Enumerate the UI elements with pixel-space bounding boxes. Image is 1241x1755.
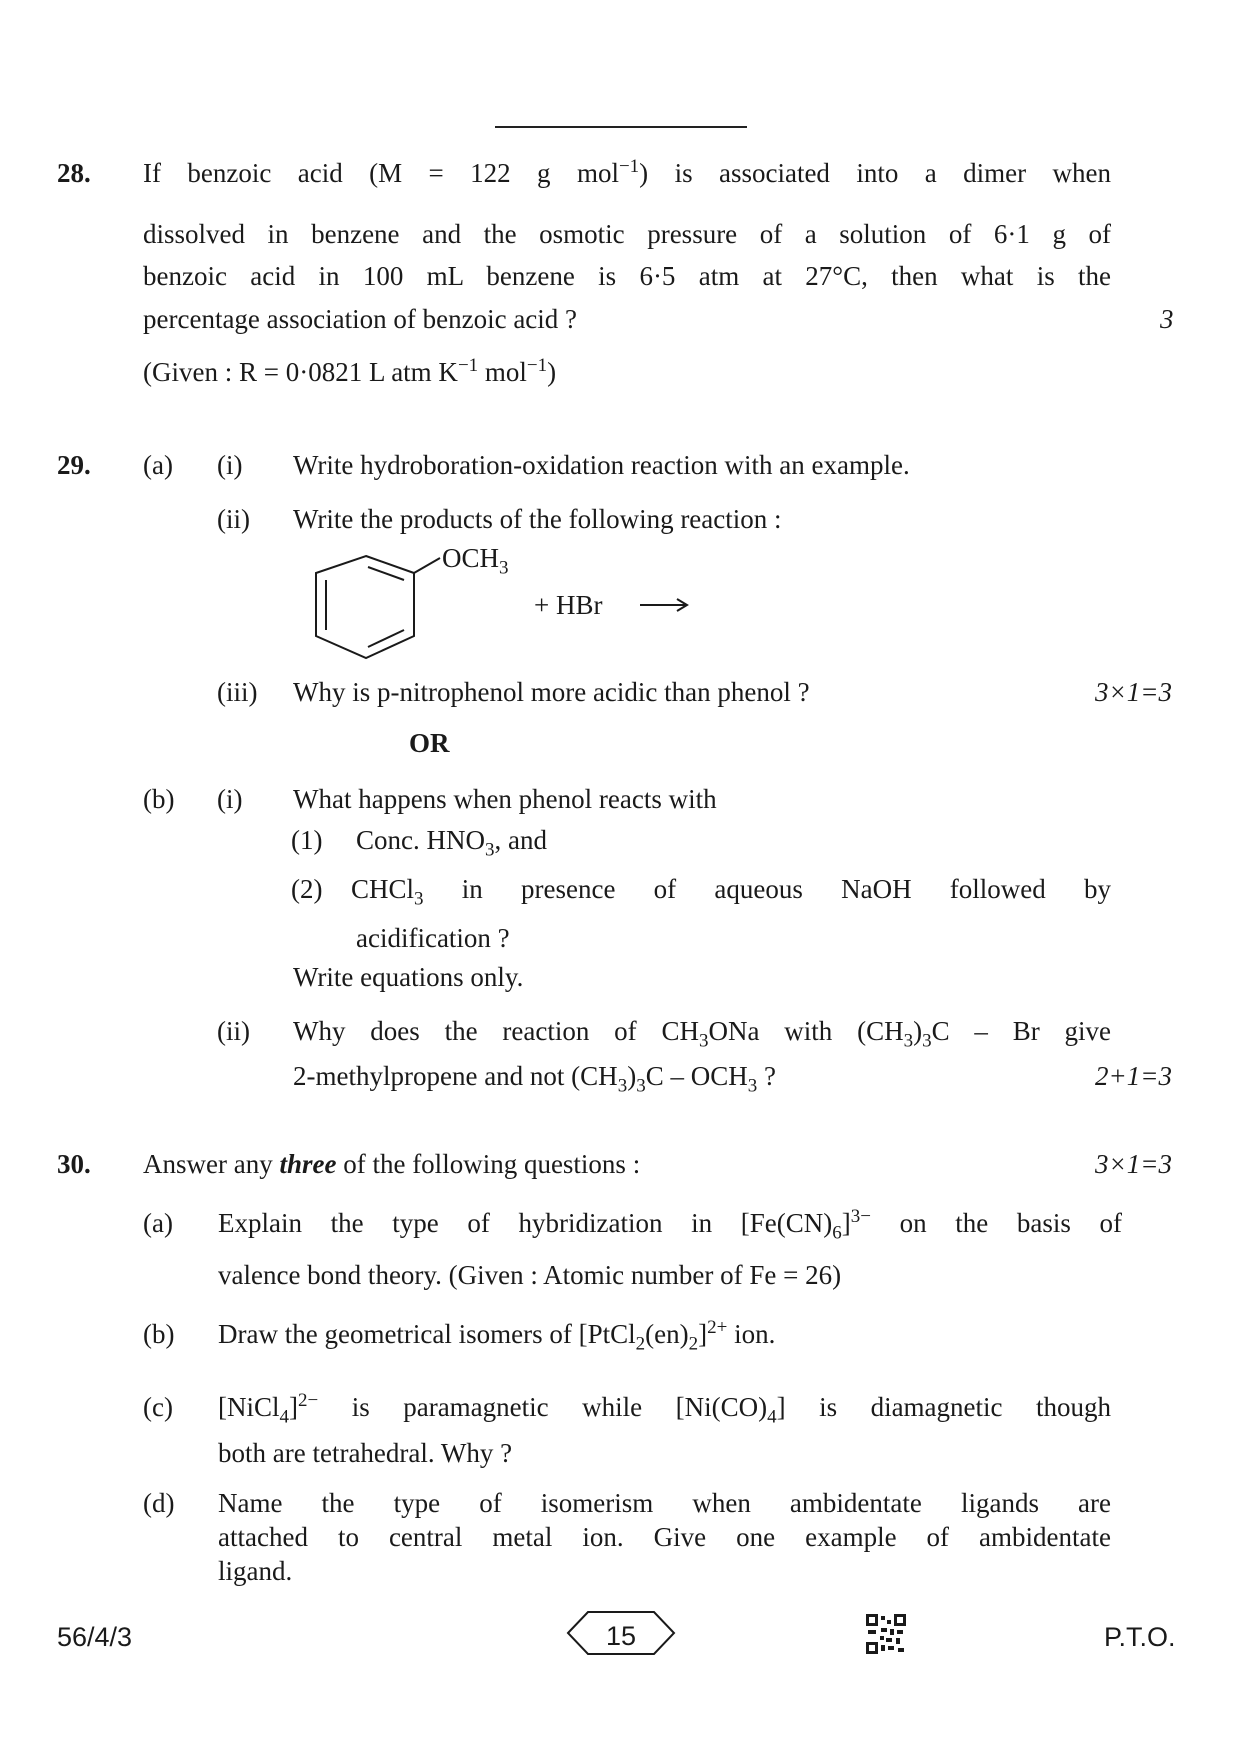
or-separator: OR	[409, 728, 450, 758]
q30-d-line3: ligand.	[218, 1556, 293, 1586]
paper-code: 56/4/3	[57, 1622, 133, 1652]
q30-a-line1: Explain the type of hybridization in $[Fe(CN)_6]^{3-}$ on the basis of	[218, 1206, 1122, 1244]
q29-b-label: (b)	[143, 784, 175, 814]
q29-b-ii-label: (ii)	[217, 1016, 250, 1046]
ring-double-bond-2	[368, 567, 404, 580]
q30-marks: 3×1=3	[1095, 1149, 1172, 1179]
q28-given: (Given : R = 0·0821 L atm $K^{-1}$ mol$^{-1}$)	[143, 355, 557, 387]
q29-b-i-label: (i)	[217, 784, 243, 814]
q28-line3: benzoic acid in 100 mL benzene is 6·5 atm at 27°C, then what is the	[143, 261, 1111, 291]
q29-b-i-note: Write equations only.	[293, 962, 524, 992]
q29-b-i-1-label: (1)	[291, 825, 323, 855]
q28-number: 28.	[57, 158, 91, 188]
q28-line1: If benzoic acid (M = 122 g mol$^{-1}$) is associated into a dimer when	[143, 156, 1111, 188]
q29-a-iii-text: Why is p-nitrophenol more acidic than phenol ?	[293, 677, 810, 707]
q30-d-line1: Name the type of isomerism when ambidentate ligands are	[218, 1488, 1111, 1518]
q30-intro: Answer any three of the following questions :	[143, 1149, 641, 1179]
q28-marks: 3	[1160, 304, 1174, 334]
q29-a-ii-label: (ii)	[217, 504, 250, 534]
q29-b-i-2-text: CHCl$_3$ in presence of aqueous NaOH followed by	[351, 874, 1112, 910]
q29-a-marks: 3×1=3	[1095, 677, 1172, 707]
q29-b-ii-line1: Why does the reaction of $CH_3ONa$ with $(CH_3)_3C$ – Br give	[293, 1016, 1112, 1052]
q30-a-label: (a)	[143, 1208, 173, 1238]
reaction-reagent: + HBr	[534, 590, 603, 620]
q30-c-line1: [NiCl$_4$]$^{2-}$ is paramagnetic while $[Ni(CO)_4]$ is diamagnetic though	[218, 1390, 1112, 1428]
ring-double-bond-3	[368, 630, 404, 647]
q30-d-label: (d)	[143, 1488, 175, 1518]
q29-b-i-text: What happens when phenol reacts with	[293, 784, 717, 814]
q29-number: 29.	[57, 450, 91, 480]
q29-a-i-text: Write hydroboration-oxidation reaction with an example.	[293, 450, 910, 480]
please-turn-over: P.T.O.	[1104, 1622, 1176, 1652]
q29-a-ii-text: Write the products of the following reaction :	[293, 504, 782, 534]
q30-c-line2: both are tetrahedral. Why ?	[218, 1438, 513, 1468]
q29-a-i-label: (i)	[217, 450, 243, 480]
methoxy-group-label: $OCH_3$	[442, 543, 509, 579]
q29-a-label: (a)	[143, 450, 173, 480]
q29-b-marks: 2+1=3	[1095, 1061, 1172, 1091]
q30-number: 30.	[57, 1149, 91, 1179]
page-number: 15	[605, 1621, 637, 1651]
q29-b-i-2-line2: acidification ?	[356, 923, 510, 953]
q30-b-label: (b)	[143, 1319, 175, 1349]
q30-d-line2: attached to central metal ion. Give one example of ambidentate	[218, 1522, 1111, 1552]
q28-line2: dissolved in benzene and the osmotic pressure of a solution of 6·1 g of	[143, 219, 1111, 249]
q29-a-iii-label: (iii)	[217, 677, 258, 707]
top-rule	[495, 126, 747, 128]
q29-b-i-2-label: (2)	[291, 874, 323, 904]
q30-c-label: (c)	[143, 1392, 173, 1422]
qr-code-icon	[866, 1614, 906, 1654]
q30-b-text: Draw the geometrical isomers of $[PtCl_2(en)_2]^{2+}$ ion.	[218, 1317, 776, 1355]
q28-line4: percentage association of benzoic acid ?	[143, 304, 578, 334]
q29-b-ii-line2: 2-methylpropene and not $(CH_3)_3C - OCH_3$ ?	[293, 1061, 776, 1097]
benzene-ring	[316, 556, 414, 658]
ring-substituent-bond	[414, 558, 440, 573]
q29-b-i-1-text: Conc. $HNO_3$, and	[356, 825, 547, 861]
anisole-benzene-ring-diagram	[300, 538, 720, 668]
q30-a-line2: valence bond theory. (Given : Atomic number of Fe = 26)	[218, 1260, 842, 1290]
